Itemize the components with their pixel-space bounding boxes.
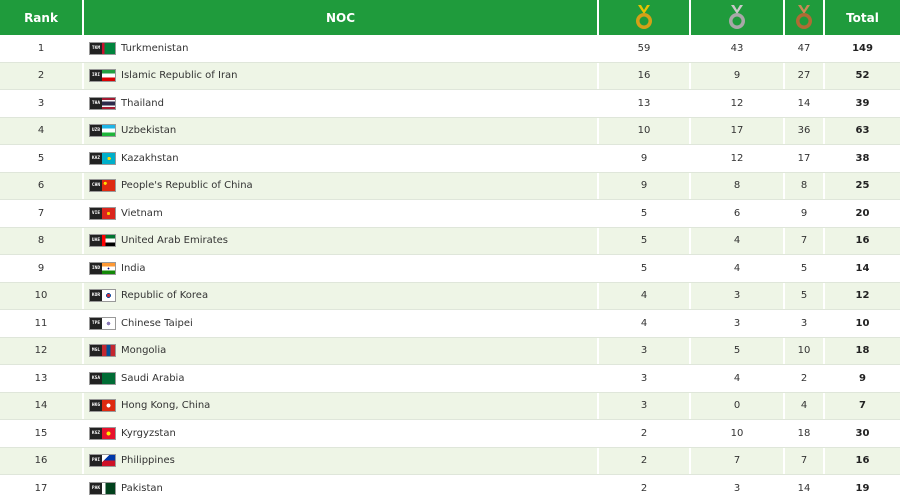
silver-count: 3: [691, 475, 785, 500]
rank-cell: 7: [0, 200, 84, 227]
header-total[interactable]: Total: [846, 10, 879, 25]
flag-image: [102, 455, 115, 466]
flag-image: [102, 263, 115, 274]
country-name[interactable]: Chinese Taipei: [121, 317, 193, 329]
header-silver[interactable]: [691, 0, 785, 35]
noc-code: VIE: [90, 208, 102, 219]
gold-count: 4: [599, 283, 691, 310]
rank-cell: 10: [0, 283, 84, 310]
bronze-count: 17: [785, 145, 825, 172]
country-flag-icon: [89, 427, 116, 440]
country-name[interactable]: Hong Kong, China: [121, 400, 211, 412]
silver-count: 10: [691, 420, 785, 447]
table-row[interactable]: [0, 200, 900, 228]
noc-code: THA: [90, 98, 102, 109]
noc-code: UZB: [90, 125, 102, 136]
total-count: 30: [855, 427, 870, 439]
gold-count: 2: [599, 420, 691, 447]
gold-count: 13: [599, 90, 691, 117]
country-flag-icon: [89, 69, 116, 82]
header-bronze[interactable]: [785, 0, 825, 35]
table-row[interactable]: [0, 255, 900, 283]
noc-code: PAK: [90, 483, 102, 494]
silver-count: 4: [691, 255, 785, 282]
noc-code: MGL: [90, 345, 102, 356]
header-gold[interactable]: [599, 0, 691, 35]
noc-code: IND: [90, 263, 102, 274]
gold-medal-icon: [633, 5, 655, 31]
country-flag-icon: [89, 344, 116, 357]
noc-code: KAZ: [90, 153, 102, 164]
bronze-medal-icon: [793, 5, 815, 31]
rank-cell: 8: [0, 228, 84, 255]
bronze-count: 9: [785, 200, 825, 227]
gold-count: 2: [599, 475, 691, 500]
noc-cell[interactable]: [84, 475, 599, 500]
noc-code: KOR: [90, 290, 102, 301]
silver-count: 4: [691, 365, 785, 392]
country-flag-icon: [89, 152, 116, 165]
total-count: 9: [859, 372, 866, 384]
noc-cell[interactable]: [84, 338, 599, 365]
total-count: 38: [855, 152, 870, 164]
table-row[interactable]: [0, 393, 900, 421]
country-name[interactable]: Thailand: [121, 97, 164, 109]
table-row[interactable]: [0, 63, 900, 91]
table-row[interactable]: [0, 310, 900, 338]
total-count: 7: [859, 400, 866, 412]
country-name[interactable]: Kyrgyzstan: [121, 427, 176, 439]
rank-cell: 6: [0, 173, 84, 200]
noc-cell[interactable]: [84, 90, 599, 117]
bronze-count: 3: [785, 310, 825, 337]
total-count: 16: [855, 455, 870, 467]
flag-image: [102, 70, 115, 81]
country-name[interactable]: Saudi Arabia: [121, 372, 185, 384]
rank-cell: 16: [0, 448, 84, 475]
flag-image: [102, 180, 115, 191]
rank-cell: 4: [0, 118, 84, 145]
silver-count: 3: [691, 283, 785, 310]
silver-count: 6: [691, 200, 785, 227]
table-row[interactable]: [0, 420, 900, 448]
total-count: 52: [855, 70, 870, 82]
country-flag-icon: [89, 234, 116, 247]
silver-count: 12: [691, 90, 785, 117]
noc-code: PHI: [90, 455, 102, 466]
noc-cell[interactable]: [84, 420, 599, 447]
noc-code: CHN: [90, 180, 102, 191]
country-flag-icon: [89, 97, 116, 110]
bronze-count: 18: [785, 420, 825, 447]
rank-cell: 12: [0, 338, 84, 365]
noc-cell[interactable]: [84, 173, 599, 200]
noc-cell[interactable]: [84, 228, 599, 255]
flag-image: [102, 235, 115, 246]
gold-count: 9: [599, 173, 691, 200]
total-count: 39: [855, 97, 870, 109]
country-name[interactable]: Pakistan: [121, 482, 163, 494]
silver-count: 8: [691, 173, 785, 200]
gold-count: 9: [599, 145, 691, 172]
bronze-count: 36: [785, 118, 825, 145]
noc-cell[interactable]: [84, 393, 599, 420]
country-flag-icon: [89, 124, 116, 137]
flag-image: [102, 318, 115, 329]
flag-image: [102, 483, 115, 494]
noc-cell[interactable]: [84, 200, 599, 227]
rank-cell: 17: [0, 475, 84, 500]
gold-count: 2: [599, 448, 691, 475]
bronze-count: 5: [785, 283, 825, 310]
total-count: 16: [855, 235, 870, 247]
country-flag-icon: [89, 399, 116, 412]
gold-count: 59: [599, 35, 691, 62]
bronze-count: 5: [785, 255, 825, 282]
table-row[interactable]: [0, 338, 900, 366]
silver-count: 7: [691, 448, 785, 475]
gold-count: 3: [599, 393, 691, 420]
table-row[interactable]: [0, 475, 900, 500]
table-row[interactable]: [0, 35, 900, 63]
country-name[interactable]: United Arab Emirates: [121, 235, 229, 247]
flag-image: [102, 208, 115, 219]
total-count: 149: [852, 42, 873, 54]
flag-image: [102, 98, 115, 109]
country-flag-icon: [89, 317, 116, 330]
bronze-count: 8: [785, 173, 825, 200]
total-count: 10: [855, 317, 870, 329]
total-count: 12: [855, 290, 870, 302]
country-flag-icon: [89, 482, 116, 495]
rank-cell: 2: [0, 63, 84, 90]
silver-count: 12: [691, 145, 785, 172]
silver-count: 4: [691, 228, 785, 255]
total-count: 18: [855, 345, 870, 357]
country-name[interactable]: People's Republic of China: [121, 180, 253, 192]
gold-count: 3: [599, 338, 691, 365]
table-header: [0, 0, 900, 35]
rank-cell: 3: [0, 90, 84, 117]
total-count: 25: [855, 180, 870, 192]
rank-cell: 15: [0, 420, 84, 447]
gold-count: 3: [599, 365, 691, 392]
silver-count: 5: [691, 338, 785, 365]
table-row[interactable]: [0, 228, 900, 256]
flag-image: [102, 373, 115, 384]
rank-cell: 14: [0, 393, 84, 420]
total-count: 63: [855, 125, 870, 137]
table-row[interactable]: [0, 145, 900, 173]
noc-cell[interactable]: [84, 145, 599, 172]
bronze-count: 4: [785, 393, 825, 420]
country-flag-icon: [89, 262, 116, 275]
rank-cell: 5: [0, 145, 84, 172]
gold-count: 4: [599, 310, 691, 337]
noc-code: KSA: [90, 373, 102, 384]
country-name[interactable]: India: [121, 262, 146, 274]
total-count: 14: [855, 262, 870, 274]
noc-cell[interactable]: [84, 283, 599, 310]
bronze-count: 10: [785, 338, 825, 365]
table-row[interactable]: [0, 173, 900, 201]
gold-count: 5: [599, 255, 691, 282]
rank-cell: 1: [0, 35, 84, 62]
gold-count: 10: [599, 118, 691, 145]
rank-cell: 9: [0, 255, 84, 282]
noc-code: IRI: [90, 70, 102, 81]
flag-image: [102, 428, 115, 439]
country-flag-icon: [89, 372, 116, 385]
bronze-count: 2: [785, 365, 825, 392]
silver-count: 43: [691, 35, 785, 62]
flag-image: [102, 125, 115, 136]
bronze-count: 7: [785, 448, 825, 475]
country-name[interactable]: Republic of Korea: [121, 290, 209, 302]
total-count: 20: [855, 207, 870, 219]
rank-cell: 11: [0, 310, 84, 337]
noc-cell[interactable]: [84, 310, 599, 337]
noc-code: UAE: [90, 235, 102, 246]
bronze-count: 27: [785, 63, 825, 90]
table-row[interactable]: [0, 118, 900, 146]
gold-count: 5: [599, 200, 691, 227]
flag-image: [102, 290, 115, 301]
country-name[interactable]: Turkmenistan: [121, 42, 189, 54]
flag-image: [102, 153, 115, 164]
table-row[interactable]: [0, 365, 900, 393]
table-row[interactable]: [0, 90, 900, 118]
noc-code: TPE: [90, 318, 102, 329]
gold-count: 16: [599, 63, 691, 90]
noc-cell[interactable]: [84, 35, 599, 62]
country-name[interactable]: Philippines: [121, 455, 175, 467]
noc-cell[interactable]: [84, 255, 599, 282]
country-flag-icon: [89, 454, 116, 467]
country-flag-icon: [89, 289, 116, 302]
country-name[interactable]: Kazakhstan: [121, 152, 179, 164]
noc-cell[interactable]: [84, 63, 599, 90]
flag-image: [102, 400, 115, 411]
bronze-count: 14: [785, 475, 825, 500]
noc-cell[interactable]: [84, 365, 599, 392]
noc-code: TKM: [90, 43, 102, 54]
bronze-count: 47: [785, 35, 825, 62]
country-name[interactable]: Islamic Republic of Iran: [121, 70, 238, 82]
silver-count: 9: [691, 63, 785, 90]
country-name[interactable]: Mongolia: [121, 345, 167, 357]
country-flag-icon: [89, 179, 116, 192]
total-count: 19: [855, 482, 870, 494]
country-flag-icon: [89, 42, 116, 55]
header-noc[interactable]: NOC: [84, 0, 599, 35]
silver-count: 17: [691, 118, 785, 145]
country-flag-icon: [89, 207, 116, 220]
table-row[interactable]: [0, 283, 900, 311]
flag-image: [102, 43, 115, 54]
header-rank[interactable]: Rank: [0, 0, 84, 35]
country-name[interactable]: Vietnam: [121, 207, 163, 219]
silver-count: 3: [691, 310, 785, 337]
bronze-count: 7: [785, 228, 825, 255]
flag-image: [102, 345, 115, 356]
country-name[interactable]: Uzbekistan: [121, 125, 177, 137]
noc-code: HKG: [90, 400, 102, 411]
silver-count: 0: [691, 393, 785, 420]
silver-medal-icon: [726, 5, 748, 31]
noc-cell[interactable]: [84, 448, 599, 475]
bronze-count: 14: [785, 90, 825, 117]
gold-count: 5: [599, 228, 691, 255]
table-row[interactable]: [0, 448, 900, 476]
noc-code: KGZ: [90, 428, 102, 439]
rank-cell: 13: [0, 365, 84, 392]
noc-cell[interactable]: [84, 118, 599, 145]
